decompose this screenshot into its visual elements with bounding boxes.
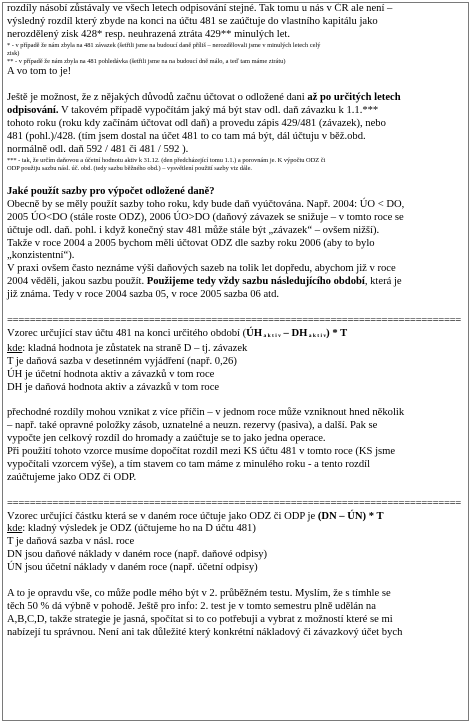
- text-line: Ještě je možnost, že z nějakých důvodů začnu účtovat o odložené dani až po určitých letech: [7, 92, 401, 104]
- document-page: [2, 2, 469, 721]
- text-line: DN jsou daňové náklady v daném roce (např. daňové odpisy): [7, 549, 268, 561]
- text-line: 2005 ÚO<DO (stále roste ODZ), 2006 ÚO>DO (daňový závazek se snižuje – v tomto roce se: [7, 211, 404, 223]
- text-line: DH je daňová hodnota aktiv a závazků v tom roce: [7, 381, 220, 393]
- text-line: Vzorec určující částku která se v daném roce účtuje jako ODZ či ODP je (DN – ÚN) * T: [7, 510, 384, 522]
- separator-rule: ================================================================================: [7, 497, 461, 509]
- text-line: odpisování. V takovém případě vypočítám jaký má být stav odl. daň závazku k 1.1.***: [7, 105, 379, 117]
- text-line: A to je opravdu vše, co může podle mého být v 2. průběžném testu. Myslím, že s tímhle se: [7, 587, 391, 599]
- text-line: kde: kladná hodnota je zůstatek na straně D – tj. závazek: [7, 342, 248, 354]
- text-line: A,B,C,D, takže strategie je jasná, spočítat si to co potřebuji a vybrat z možností které se mi: [7, 613, 393, 625]
- text-line: A vo tom to je!: [7, 66, 72, 78]
- text-line: Obecně by se měly použít sazby toho roku, kdy bude daň vyúčtována. Např. 2004: ÚO < DO,: [7, 198, 405, 210]
- text-line: 481 (pohl.)/428. (tím jsem dostal na účet 481 to co tam má být, dál účtuju v běž.obd.: [7, 130, 366, 142]
- text-line: rozdíly násobí zůstávaly ve všech letech odpisování stejné. Tak tomu u nás v ČR ale není –: [7, 3, 393, 14]
- footnote-line: ODP použiju sazbu násl. úč. obd. (tedy sazbu běžného obd.) – vysvětlení použití sazby viz dále.: [7, 164, 253, 172]
- text-line: T je daňová sazba v desetinném vyjádření (např. 0,26): [7, 355, 237, 367]
- text-line: T je daňová sazba v násl. roce: [7, 536, 135, 548]
- footnote-line: zisk): [7, 49, 20, 57]
- text-line: Při použití tohoto vzorce musíme dopočítat rozdíl mezi KS účtu 481 v tomto roce (KS jsme: [7, 446, 396, 458]
- text-line: nabízejí tu správnou. Není ani tak důležité který konkrétní nákladový či závazkový účet bych: [7, 626, 403, 638]
- text-line: V praxi ovšem často neznáme výši daňových sazeb na tolik let dopředu, abychom již v roce: [7, 263, 396, 275]
- text-line: vypočte jen celkový rozdíl do hromady a zaúčtuje se to jako jedna operace.: [7, 433, 326, 445]
- text-line: Takže v roce 2004 a 2005 bychom měli účtovat ODZ dle sazby roku 2006 (aby to bylo: [7, 237, 375, 249]
- text-line: přechodné rozdíly mohou vznikat z více příčin – v jednom roce může vzniknout hned několik: [7, 407, 405, 419]
- text-line: již známa. Tedy v roce 2004 sazba 05, v roce 2005 sazba 06 atd.: [7, 289, 280, 301]
- footnote-line: * - v případě že nám zbyla na 481 závazek (šetřili jsme na budoucí daně příliš – nerozdělovali jsme v minulých letech celý: [7, 41, 321, 49]
- text-line: těch 50 % dá výbně v pohodě. Ještě pro info: 2. test je v tomto semestru plně udělán na: [7, 600, 376, 612]
- text-line: vypočítali vzorcem výše), a tím stavem co tam máme z minulého roku - a tento rozdíl: [7, 458, 371, 470]
- text-line: zaúčtujeme jako ODZ či ODP.: [7, 471, 137, 483]
- section-heading: Jaké použít sazby pro výpočet odložené daně?: [7, 185, 215, 197]
- text-line: kde: kladný výsledek je ODZ (účtujeme ho na D účtu 481): [7, 523, 256, 535]
- text-line: tohoto roku (roku kdy začínám účtovat odl daň) a provedu zápis 429/481 (závazek), nebo: [7, 117, 386, 129]
- footnote-line: ** - v případě že nám zbyla na 481 pohledávka (šetřili jsme na na budoucí dně málo, a teď tam máme ztrátu): [7, 58, 286, 66]
- text-line: účtuje odl. daň. pohl. i když konečný stav 481 může stále být „závazek“ – ovšem nižší).: [7, 224, 380, 236]
- footnote-line: *** - tak, že určím daňovou a účetní hodnotu aktiv k 31.12. (den předcházející tomu 1.1.) a porovnám je. K výpočtu ODZ či: [7, 156, 326, 164]
- text-line: „konzistentní“).: [7, 250, 75, 262]
- text-line: nerozdělený zisk 428* resp. neuhrazená ztráta 429** minulých let.: [7, 28, 290, 40]
- text-line: ÚH je účetní hodnota aktiv a závazků v tom roce: [7, 368, 215, 380]
- text-line: normálně odl. daň 592 / 481 či 481 / 592 ).: [7, 143, 189, 155]
- text-line: 2004 věděli, jakou sazbu použít. Použijeme tedy vždy sazbu následujícího období, která je: [7, 276, 402, 288]
- text-line: výsledný rozdíl který zbyde na konci na účtu 481 se zaúčtuje do vlastního kapitálu jako: [7, 15, 378, 27]
- text-line: ÚN jsou účetní náklady v daném roce (např. účetní odpisy): [7, 562, 258, 574]
- separator-rule: ================================================================================: [7, 315, 461, 326]
- text-line: – např. také opravné položky zásob, uznatelné a neuzn. rezervy (pasiva), a další. Pak se: [7, 420, 378, 432]
- text-line: Vzorec určující stav účtu 481 na konci určitého období (ÚH $_{a k t i v}$ – DH $_{a k t i v}$) * T: [7, 327, 348, 339]
